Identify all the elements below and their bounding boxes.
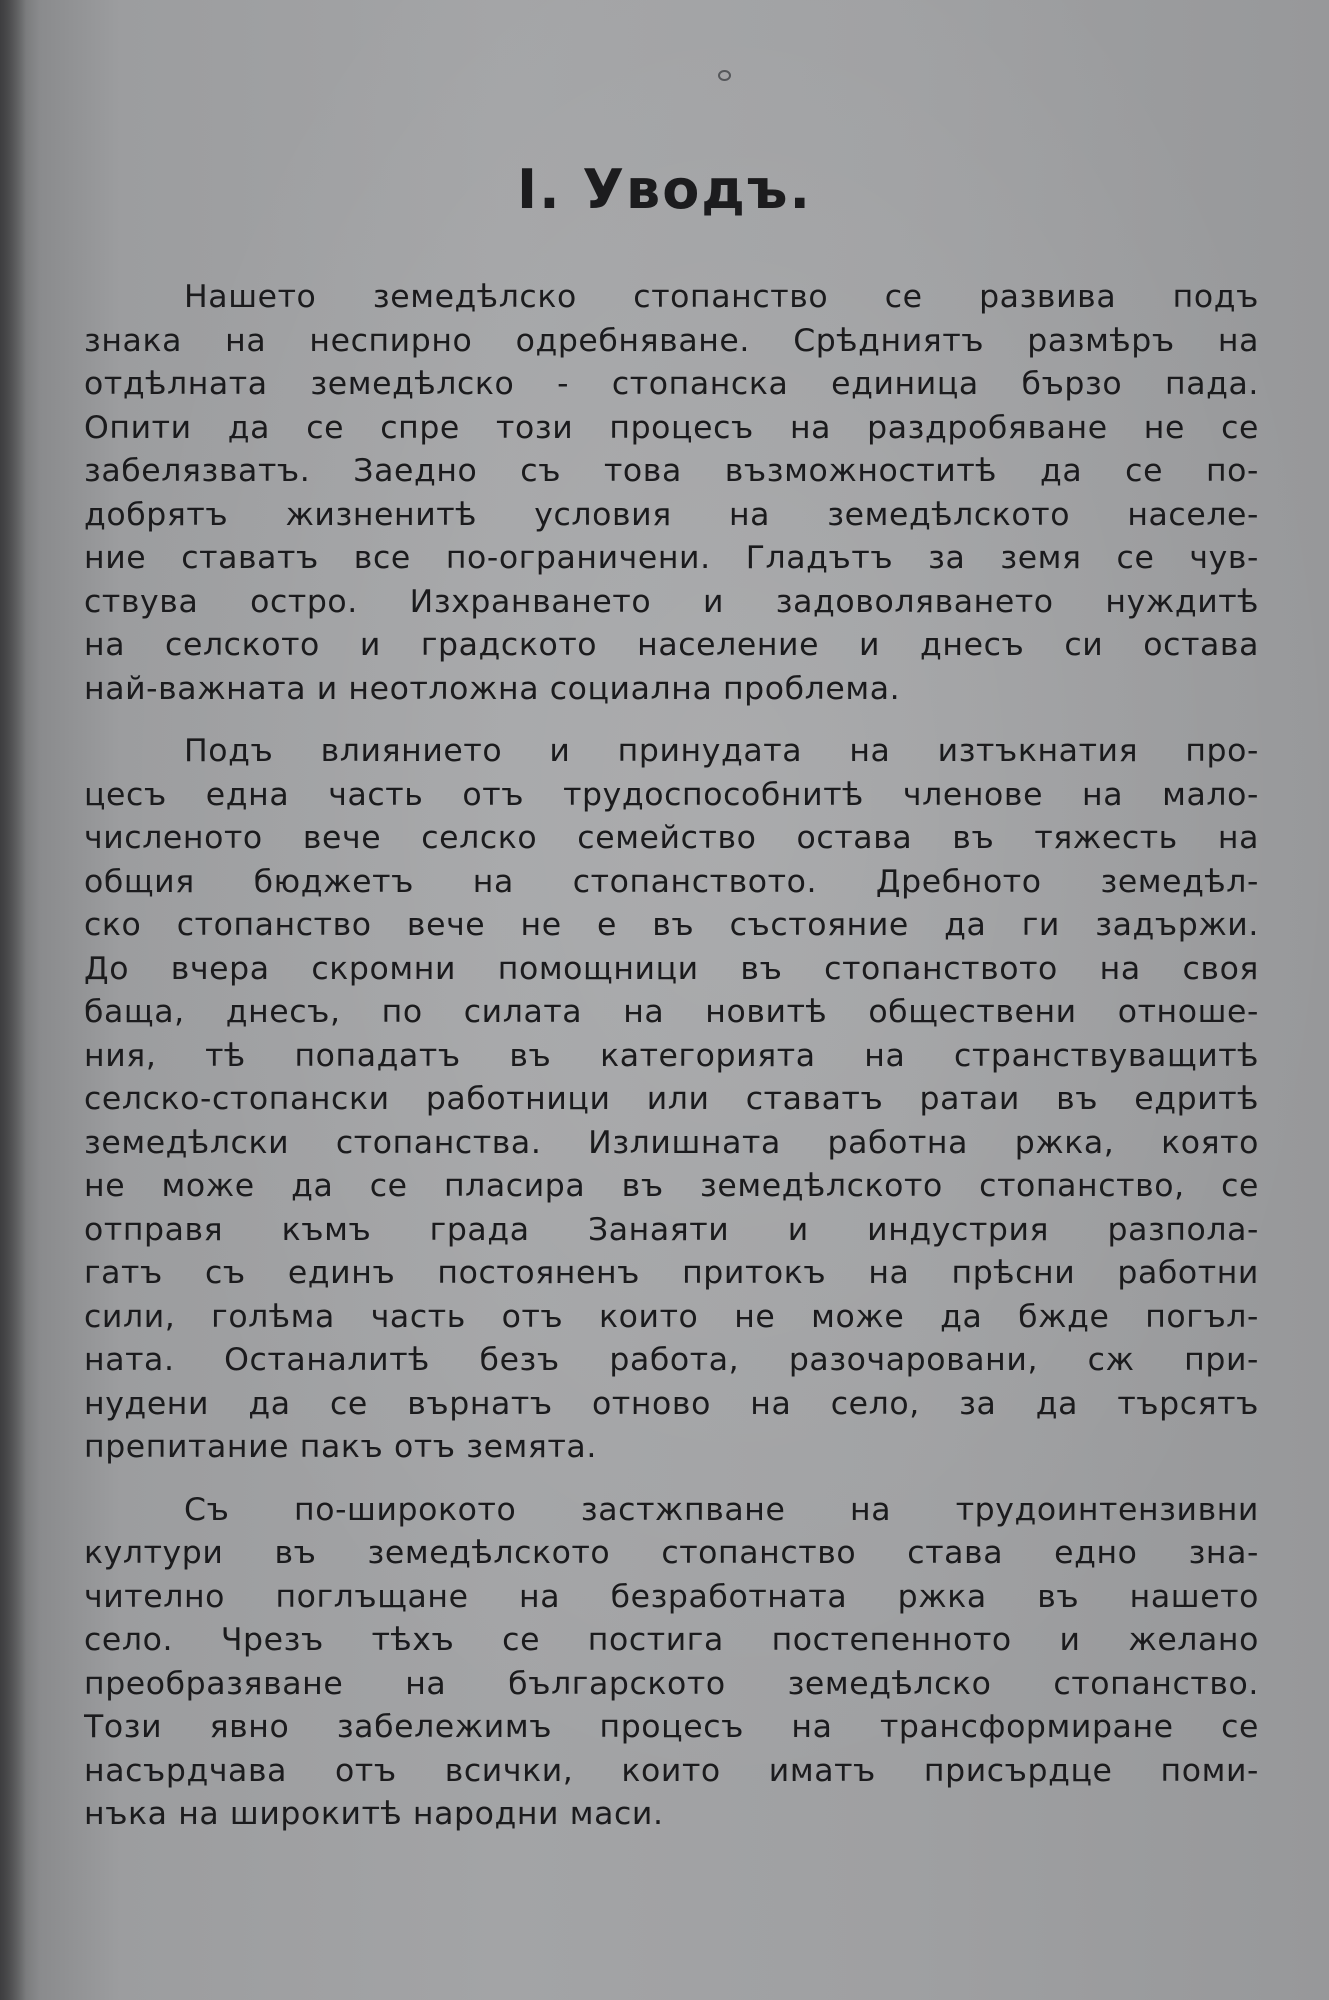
paper-speck (718, 70, 731, 81)
text-line: ната. Останалитѣ безъ работа, разочаровани, сж при- (84, 1342, 1259, 1378)
text-line: Подъ влиянието и принудата на изтъкнатия про- (184, 733, 1259, 769)
paragraph-3 (84, 1489, 1259, 1837)
text-line: преобразяване на българското земедѣлско стопанство. (84, 1665, 1259, 1702)
text-line: общия бюджетъ на стопанството. Дребното земедѣл- (84, 863, 1259, 900)
text-line: ния, тѣ попадатъ въ категорията на странствуващитѣ (84, 1037, 1259, 1074)
book-spine-shadow (0, 0, 26, 2000)
text-line: култури въ земедѣлското стопанство става едно зна- (84, 1535, 1259, 1571)
text-line: земедѣлски стопанства. Излишната работна ржка, която (84, 1124, 1259, 1161)
paragraph-2 (84, 730, 1259, 1470)
text-line: Нашето земедѣлско стопанство се развива подъ (184, 279, 1259, 315)
text-line: на селското и градското население и днесъ си остава (84, 627, 1259, 663)
text-line: нъка на широкитѣ народни маси. (84, 1796, 664, 1832)
text-line: добрятъ жизненитѣ условия на земедѣлското населе- (84, 496, 1259, 533)
text-line: сили, голѣма часть отъ които не може да бжде погъл- (84, 1298, 1259, 1335)
text-line: не може да се пласира въ земедѣлското стопанство, се (84, 1168, 1259, 1204)
text-line: чително поглъщане на безработната ржка въ нашето (84, 1578, 1259, 1615)
text-line: Този явно забележимъ процесъ на трансформиране се (84, 1709, 1259, 1745)
text-line: ско стопанство вече не е въ състояние да ги задържи. (84, 907, 1259, 943)
text-line: ствува остро. Изхранването и задоволяването нуждитѣ (84, 583, 1259, 620)
text-line: най-важната и неотложна социална проблема. (84, 670, 901, 707)
chapter-title: I. Уводъ. (516, 158, 812, 221)
text-line: отдѣлната земедѣлско - стопанска единица бързо пада. (84, 366, 1259, 402)
text-line: забелязватъ. Заедно съ това възможноститѣ да се по- (84, 453, 1259, 489)
text-line: Съ по-широкото застжпване на трудоинтензивни (184, 1491, 1259, 1528)
text-line: гатъ съ единъ постояненъ притокъ на прѣсни работни (84, 1255, 1259, 1291)
text-line: численото вече селско семейство остава въ тяжесть на (84, 820, 1259, 856)
text-line: отправя къмъ града Занаяти и индустрия разпола- (84, 1211, 1259, 1248)
text-line: насърдчава отъ всички, които иматъ присърдце поми- (84, 1752, 1259, 1789)
text-line: цесъ една часть отъ трудоспособнитѣ членове на мало- (84, 776, 1259, 813)
text-line: До вчера скромни помощници въ стопанството на своя (84, 950, 1259, 987)
chapter-body (84, 276, 1259, 1856)
paragraph-1 (84, 276, 1259, 711)
text-line: Опити да се спре този процесъ на раздробяване не се (84, 409, 1259, 446)
text-line: баща, днесъ, по силата на новитѣ обществени отноше- (84, 994, 1259, 1030)
text-line: село. Чрезъ тѣхъ се постига постепенното и желано (84, 1622, 1259, 1658)
text-line: нудени да се върнатъ отново на село, за да търсятъ (84, 1385, 1259, 1422)
text-line: препитание пакъ отъ земята. (84, 1429, 597, 1465)
text-line: селско-стопански работници или ставатъ ратаи въ едритѣ (84, 1081, 1259, 1117)
text-line: знака на неспирно одребняване. Срѣдниятъ размѣръ на (84, 322, 1259, 359)
text-line: ние ставатъ все по-ограничени. Гладътъ за земя се чув- (84, 540, 1259, 576)
